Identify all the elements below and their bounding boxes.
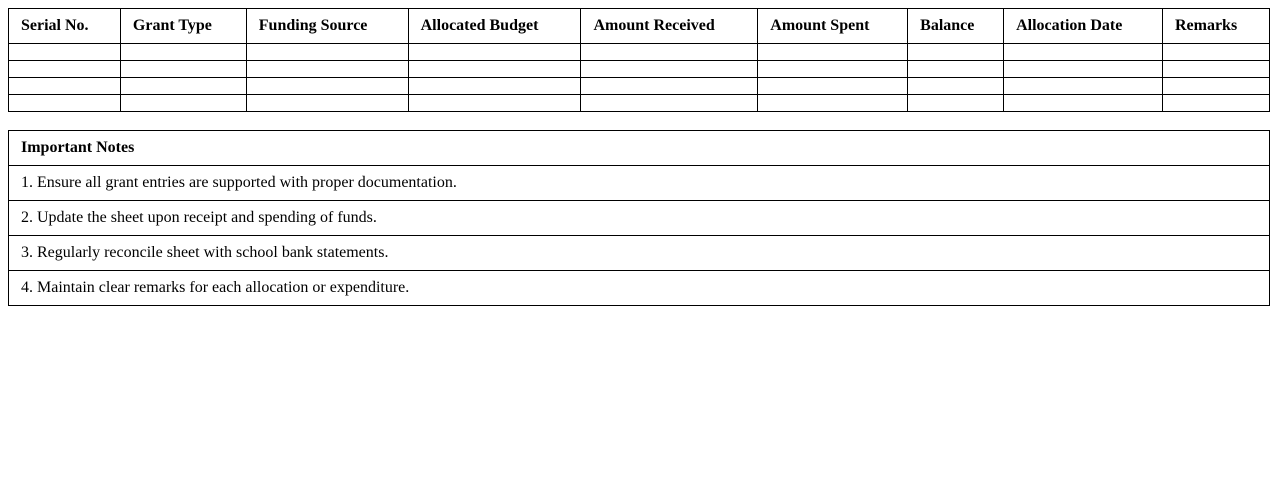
table-row [9, 78, 1270, 95]
table-cell[interactable] [758, 44, 908, 61]
table-cell[interactable] [9, 44, 121, 61]
table-cell[interactable] [908, 95, 1004, 112]
table-cell[interactable] [1162, 44, 1269, 61]
table-row [9, 95, 1270, 112]
table-cell[interactable] [246, 44, 408, 61]
note-item: 2. Update the sheet upon receipt and spending of funds. [9, 201, 1270, 236]
table-cell[interactable] [408, 44, 581, 61]
note-item: 4. Maintain clear remarks for each allocation or expenditure. [9, 271, 1270, 306]
column-header-serial-no: Serial No. [9, 9, 121, 44]
table-cell[interactable] [408, 78, 581, 95]
table-cell[interactable] [908, 61, 1004, 78]
table-cell[interactable] [758, 78, 908, 95]
column-header-amount-received: Amount Received [581, 9, 758, 44]
table-cell[interactable] [581, 95, 758, 112]
column-header-grant-type: Grant Type [120, 9, 246, 44]
table-cell[interactable] [1004, 78, 1163, 95]
table-cell[interactable] [1004, 44, 1163, 61]
notes-heading-row [9, 131, 1270, 166]
column-header-balance: Balance [908, 9, 1004, 44]
table-cell[interactable] [581, 44, 758, 61]
table-cell[interactable] [581, 61, 758, 78]
table-cell[interactable] [246, 78, 408, 95]
column-header-remarks: Remarks [1162, 9, 1269, 44]
table-cell[interactable] [758, 61, 908, 78]
note-row [9, 236, 1270, 271]
table-cell[interactable] [1162, 61, 1269, 78]
note-row [9, 271, 1270, 306]
table-cell[interactable] [908, 78, 1004, 95]
important-notes-table [8, 130, 1270, 306]
table-row [9, 61, 1270, 78]
grant-tracking-table [8, 8, 1270, 112]
note-item: 3. Regularly reconcile sheet with school bank statements. [9, 236, 1270, 271]
table-row [9, 44, 1270, 61]
column-header-amount-spent: Amount Spent [758, 9, 908, 44]
column-header-funding-source: Funding Source [246, 9, 408, 44]
table-cell[interactable] [120, 44, 246, 61]
column-header-allocation-date: Allocation Date [1004, 9, 1163, 44]
table-cell[interactable] [246, 95, 408, 112]
table-cell[interactable] [581, 78, 758, 95]
notes-heading: Important Notes [9, 131, 1270, 166]
table-cell[interactable] [1004, 61, 1163, 78]
note-row [9, 166, 1270, 201]
column-header-allocated-budget: Allocated Budget [408, 9, 581, 44]
table-cell[interactable] [1004, 95, 1163, 112]
table-cell[interactable] [9, 61, 121, 78]
note-item: 1. Ensure all grant entries are supported with proper documentation. [9, 166, 1270, 201]
table-header-row [9, 9, 1270, 44]
table-cell[interactable] [908, 44, 1004, 61]
table-cell[interactable] [246, 61, 408, 78]
table-cell[interactable] [408, 95, 581, 112]
table-cell[interactable] [408, 61, 581, 78]
table-cell[interactable] [120, 61, 246, 78]
table-cell[interactable] [9, 95, 121, 112]
table-cell[interactable] [1162, 78, 1269, 95]
table-cell[interactable] [9, 78, 121, 95]
table-cell[interactable] [120, 95, 246, 112]
note-row [9, 201, 1270, 236]
table-cell[interactable] [120, 78, 246, 95]
table-cell[interactable] [1162, 95, 1269, 112]
table-cell[interactable] [758, 95, 908, 112]
